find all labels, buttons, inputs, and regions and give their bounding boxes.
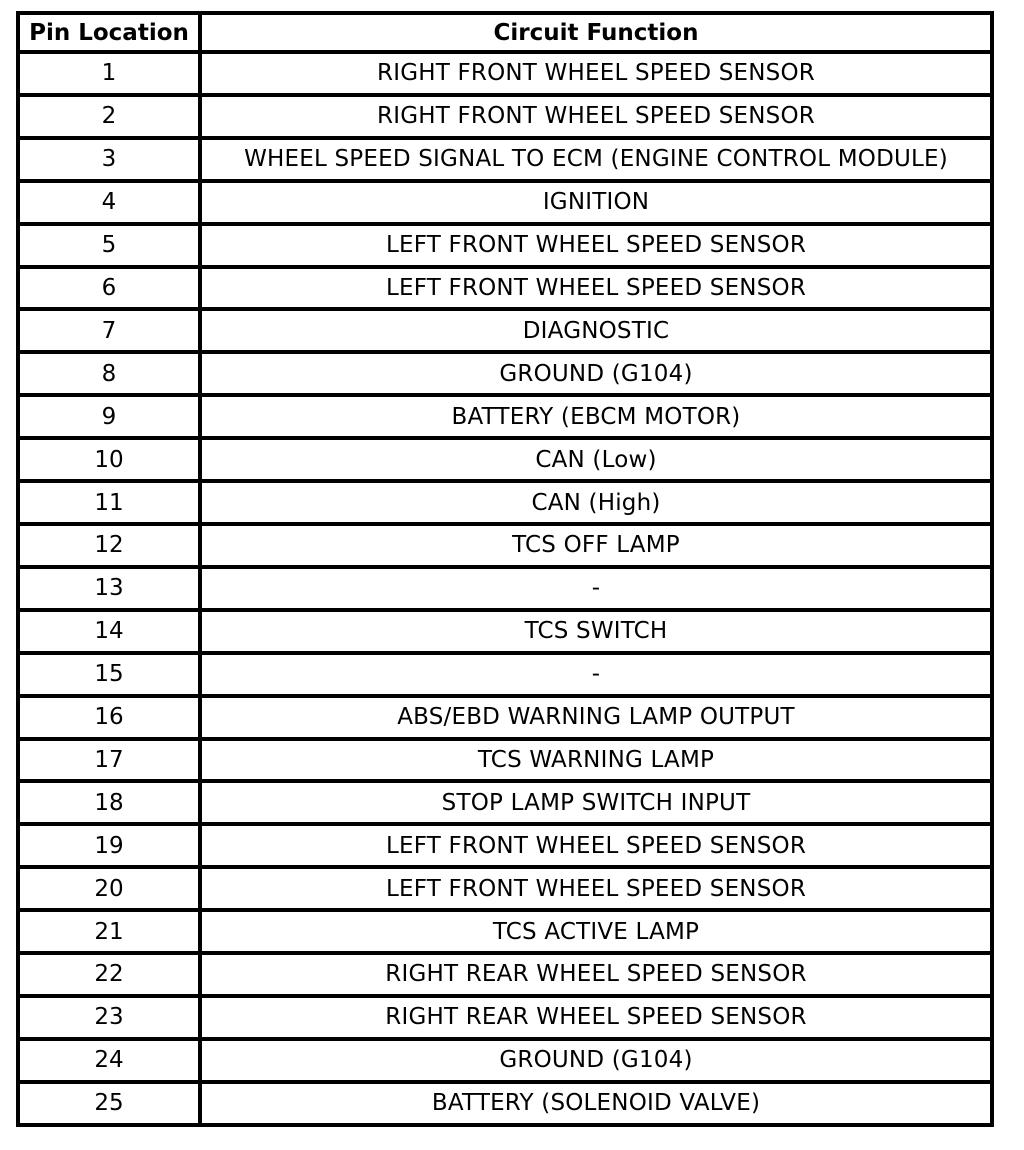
table-row [18,610,992,653]
table-row [18,567,992,610]
pin-number-cell: 15 [18,653,200,696]
circuit-function-cell: STOP LAMP SWITCH INPUT [200,781,992,824]
circuit-function-cell: TCS WARNING LAMP [200,739,992,782]
circuit-function-cell: TCS SWITCH [200,610,992,653]
table-row [18,1039,992,1082]
pin-number-cell: 4 [18,181,200,224]
pin-number-cell: 10 [18,438,200,481]
table-row [18,524,992,567]
pin-number-cell: 7 [18,309,200,352]
pin-number-cell: 6 [18,267,200,310]
pin-number-cell: 13 [18,567,200,610]
table-row [18,824,992,867]
circuit-function-cell: RIGHT REAR WHEEL SPEED SENSOR [200,996,992,1039]
pin-number-cell: 12 [18,524,200,567]
table-row [18,1082,992,1125]
circuit-function-cell: ABS/EBD WARNING LAMP OUTPUT [200,696,992,739]
circuit-function-cell: IGNITION [200,181,992,224]
circuit-function-cell: CAN (Low) [200,438,992,481]
pin-number-cell: 19 [18,824,200,867]
pin-number-cell: 3 [18,138,200,181]
table-row [18,653,992,696]
pin-number-cell: 18 [18,781,200,824]
pin-number-cell: 20 [18,867,200,910]
table-row [18,696,992,739]
table-row [18,438,992,481]
pin-number-cell: 23 [18,996,200,1039]
circuit-function-cell: RIGHT REAR WHEEL SPEED SENSOR [200,953,992,996]
circuit-function-cell: LEFT FRONT WHEEL SPEED SENSOR [200,224,992,267]
pin-number-cell: 21 [18,910,200,953]
pin-number-cell: 14 [18,610,200,653]
table-row [18,781,992,824]
circuit-function-cell: BATTERY (EBCM MOTOR) [200,395,992,438]
table-row [18,867,992,910]
pin-number-cell: 17 [18,739,200,782]
circuit-function-cell: RIGHT FRONT WHEEL SPEED SENSOR [200,95,992,138]
table-row [18,352,992,395]
pin-number-cell: 2 [18,95,200,138]
header-row [18,13,992,52]
table-row [18,309,992,352]
pin-number-cell: 24 [18,1039,200,1082]
pin-number-cell: 9 [18,395,200,438]
table-row [18,224,992,267]
table-row [18,95,992,138]
table-row [18,267,992,310]
circuit-function-cell: - [200,567,992,610]
pin-circuit-table [16,11,994,1127]
circuit-function-header: Circuit Function [200,13,992,52]
table-row [18,481,992,524]
pin-number-cell: 22 [18,953,200,996]
table-body [18,52,992,1125]
pin-number-cell: 8 [18,352,200,395]
table-row [18,395,992,438]
table-row [18,181,992,224]
pin-location-header: Pin Location [18,13,200,52]
circuit-function-cell: - [200,653,992,696]
circuit-function-cell: RIGHT FRONT WHEEL SPEED SENSOR [200,52,992,95]
pin-number-cell: 1 [18,52,200,95]
circuit-function-cell: LEFT FRONT WHEEL SPEED SENSOR [200,267,992,310]
circuit-function-cell: LEFT FRONT WHEEL SPEED SENSOR [200,824,992,867]
circuit-function-cell: TCS ACTIVE LAMP [200,910,992,953]
circuit-function-cell: BATTERY (SOLENOID VALVE) [200,1082,992,1125]
pin-number-cell: 25 [18,1082,200,1125]
table-row [18,996,992,1039]
circuit-function-cell: GROUND (G104) [200,1039,992,1082]
circuit-function-cell: LEFT FRONT WHEEL SPEED SENSOR [200,867,992,910]
circuit-function-cell: CAN (High) [200,481,992,524]
table-row [18,910,992,953]
table-row [18,739,992,782]
circuit-function-cell: GROUND (G104) [200,352,992,395]
circuit-function-cell: WHEEL SPEED SIGNAL TO ECM (ENGINE CONTROL MODULE) [200,138,992,181]
circuit-function-cell: TCS OFF LAMP [200,524,992,567]
circuit-function-cell: DIAGNOSTIC [200,309,992,352]
pin-number-cell: 11 [18,481,200,524]
pin-number-cell: 5 [18,224,200,267]
table-row [18,953,992,996]
table-row [18,52,992,95]
table-row [18,138,992,181]
pin-number-cell: 16 [18,696,200,739]
